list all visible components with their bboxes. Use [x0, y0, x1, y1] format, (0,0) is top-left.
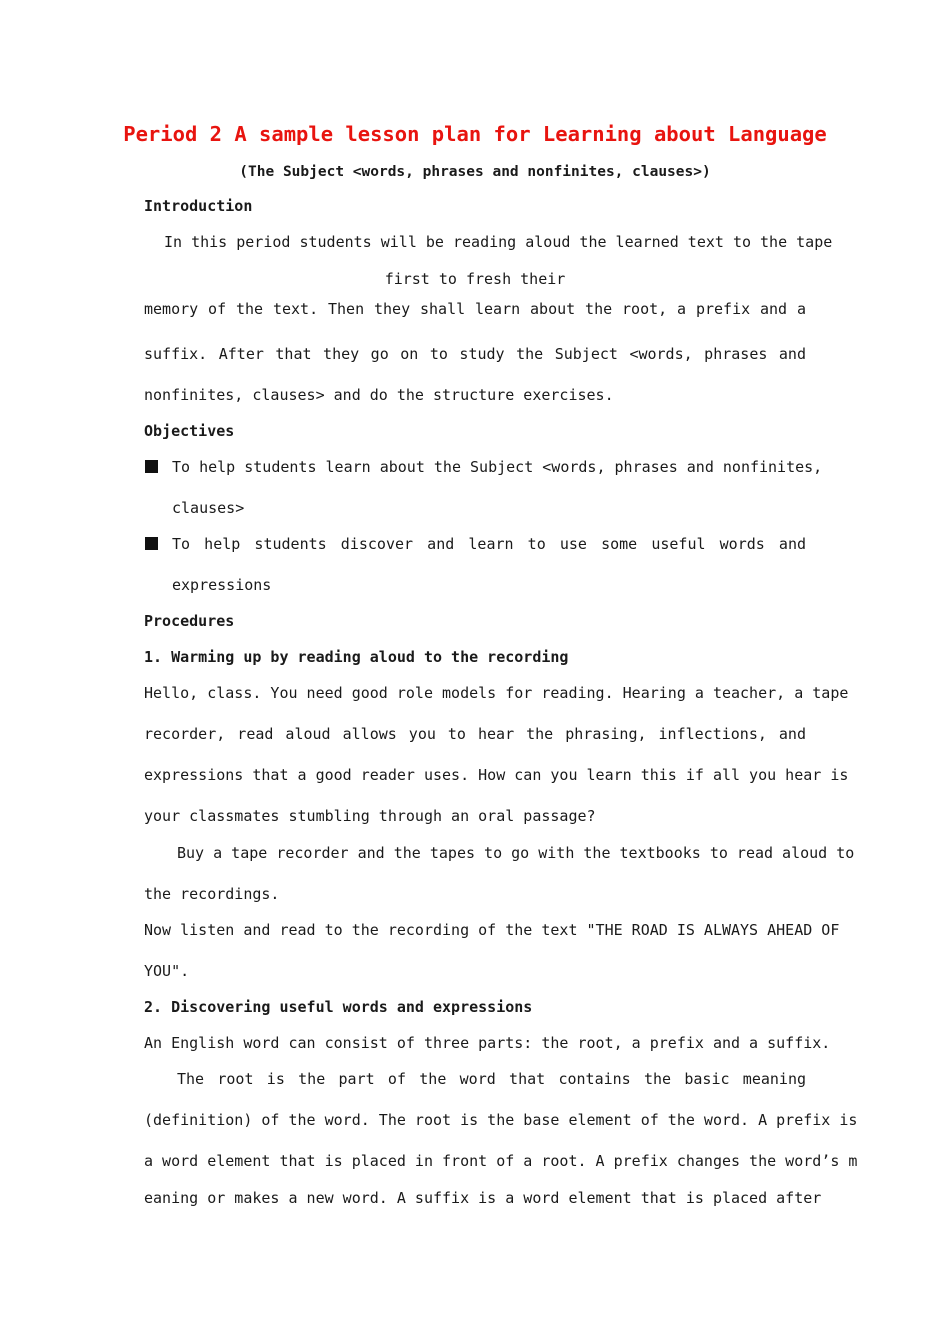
introduction-line: memory of the text. Then they shall learn about the root, a prefix and a — [144, 300, 806, 318]
introduction-line: suffix. After that they go on to study the Subject <words, phrases and — [144, 345, 806, 363]
document-title: Period 2 A sample lesson plan for Learning about Language — [123, 122, 827, 146]
step1-line: Hello, class. You need good role models for reading. Hearing a teacher, a tape — [144, 684, 849, 702]
step2-line: eaning or makes a new word. A suffix is a word element that is placed after — [144, 1189, 822, 1207]
objective-item-line: To help students discover and learn to use some useful words and — [172, 535, 806, 553]
objective-item-line: clauses> — [172, 499, 245, 517]
step1-line: YOU". — [144, 962, 190, 980]
step1-line: the recordings. — [144, 885, 280, 903]
step1-line: expressions that a good reader uses. How can you learn this if all you hear is — [144, 766, 849, 784]
step2-line: The root is the part of the word that contains the basic meaning — [177, 1070, 806, 1088]
step1-line: Now listen and read to the recording of the text "THE ROAD IS ALWAYS AHEAD OF — [144, 921, 840, 939]
step2-line: (definition) of the word. The root is the base element of the word. A prefix is — [144, 1111, 858, 1129]
step1-line: Buy a tape recorder and the tapes to go with the textbooks to read aloud to — [177, 844, 855, 862]
step1-line: your classmates stumbling through an oral passage? — [144, 807, 596, 825]
introduction-line: nonfinites, clauses> and do the structure exercises. — [144, 386, 614, 404]
square-bullet-icon — [145, 537, 158, 550]
introduction-line: first to fresh their — [384, 270, 566, 288]
introduction-line: In this period students will be reading aloud the learned text to the tape — [164, 233, 833, 251]
step1-heading: 1. Warming up by reading aloud to the recording — [144, 648, 569, 666]
objective-item-line: expressions — [172, 576, 272, 594]
square-bullet-icon — [145, 460, 158, 473]
step2-line: a word element that is placed in front of a root. A prefix changes the word’s m — [144, 1152, 858, 1170]
objectives-heading: Objectives — [144, 422, 235, 440]
step2-heading: 2. Discovering useful words and expressions — [144, 998, 533, 1016]
procedures-heading: Procedures — [144, 612, 235, 630]
document-subtitle: (The Subject <words, phrases and nonfinites, clauses>) — [239, 164, 711, 180]
step2-line: An English word can consist of three parts: the root, a prefix and a suffix. — [144, 1034, 831, 1052]
introduction-heading: Introduction — [144, 197, 253, 215]
objective-item-line: To help students learn about the Subject <words, phrases and nonfinites, — [172, 458, 823, 476]
step1-line: recorder, read aloud allows you to hear the phrasing, inflections, and — [144, 725, 806, 743]
